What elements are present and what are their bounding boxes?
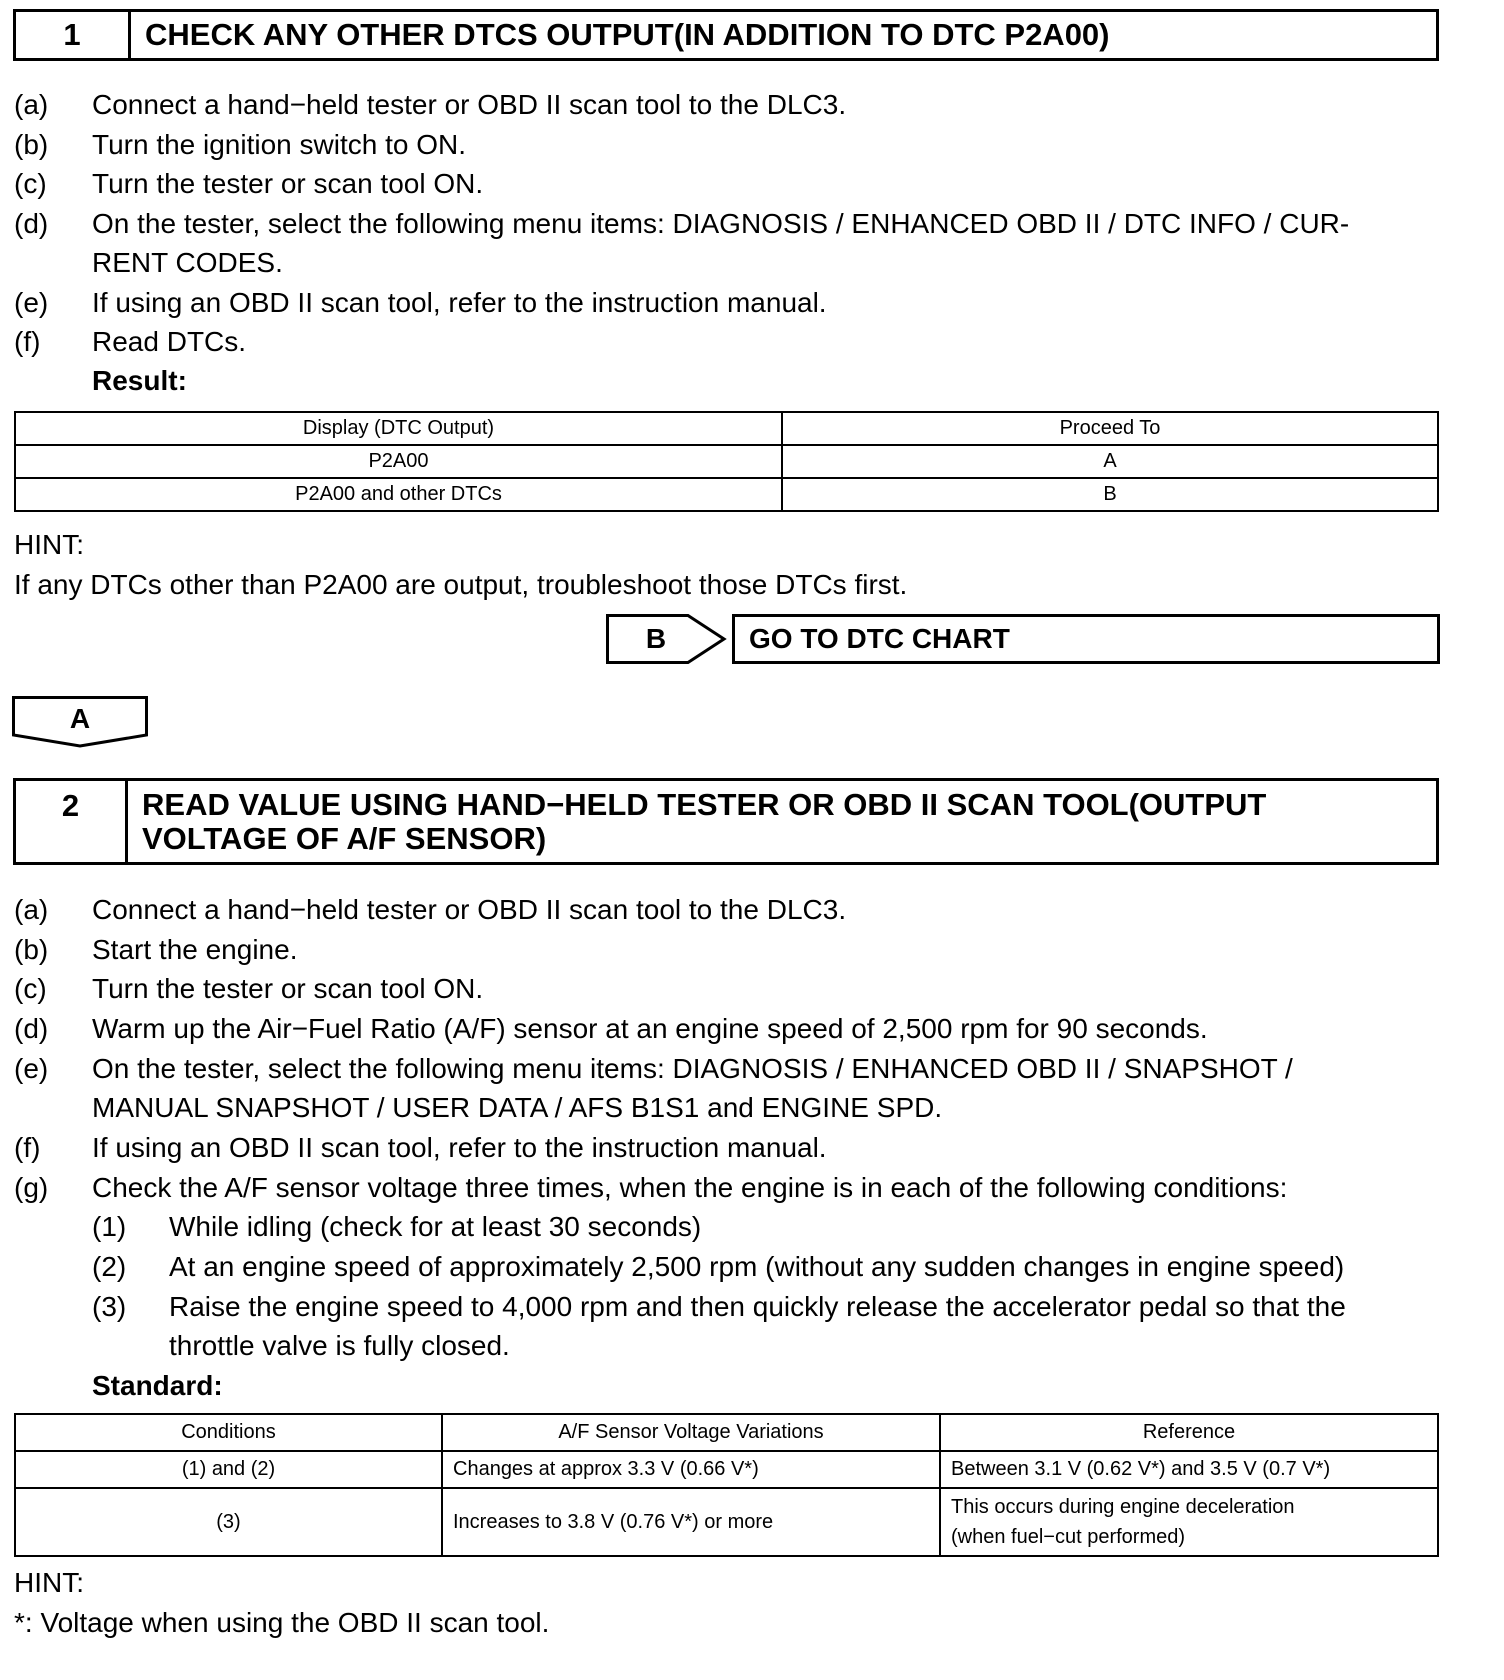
item-text: If using an OBD II scan tool, refer to the instruction manual. bbox=[92, 287, 827, 318]
item-label: (a) bbox=[14, 894, 49, 925]
table-cell: P2A00 and other DTCs bbox=[15, 478, 782, 511]
item-text: Read DTCs. bbox=[92, 326, 247, 357]
item-text: Turn the tester or scan tool ON. bbox=[92, 168, 484, 199]
item-text: Warm up the Air−Fuel Ratio (A/F) sensor at an engine speed of 2,500 rpm for 90 seconds. bbox=[92, 1013, 1208, 1044]
step-2-title bbox=[128, 781, 1266, 862]
item-text: If using an OBD II scan tool, refer to the instruction manual. bbox=[92, 1132, 827, 1163]
item-label: (e) bbox=[14, 1053, 49, 1084]
item-label: (g) bbox=[14, 1172, 49, 1203]
table-header-cell: A/F Sensor Voltage Variations bbox=[442, 1414, 940, 1451]
table-header-cell: Proceed To bbox=[782, 412, 1438, 445]
item-text: Start the engine. bbox=[92, 934, 298, 965]
hint-label: HINT: bbox=[14, 1567, 84, 1598]
goto-branch-b bbox=[606, 614, 1440, 664]
item-text: Check the A/F sensor voltage three times, when the engine is in each of the following conditions: bbox=[92, 1172, 1288, 1203]
table-header-row bbox=[15, 1414, 1438, 1451]
subitem-label: (2) bbox=[92, 1251, 127, 1282]
subitem-label: (3) bbox=[92, 1291, 127, 1322]
subitem-text: While idling (check for at least 30 seconds) bbox=[169, 1211, 702, 1242]
table-cell: B bbox=[782, 478, 1438, 511]
item-label: (a) bbox=[14, 89, 49, 120]
hint-label: HINT: bbox=[14, 529, 84, 560]
step-1-number: 1 bbox=[16, 12, 131, 58]
item-label: (f) bbox=[14, 1132, 41, 1163]
table-row bbox=[15, 478, 1438, 511]
subitem-text-continued: throttle valve is fully closed. bbox=[169, 1330, 510, 1361]
item-label: (b) bbox=[14, 129, 49, 160]
branch-a-arrow bbox=[12, 696, 148, 748]
item-label: (b) bbox=[14, 934, 49, 965]
subitem-text: At an engine speed of approximately 2,500 rpm (without any sudden changes in engine speed) bbox=[169, 1251, 1345, 1282]
table-header-cell: Conditions bbox=[15, 1414, 442, 1451]
branch-letter: B bbox=[645, 623, 667, 654]
table-cell: Changes at approx 3.3 V (0.66 V*) bbox=[442, 1451, 940, 1488]
table-row bbox=[15, 1488, 1438, 1556]
hint-text: *: Voltage when using the OBD II scan tool. bbox=[14, 1607, 550, 1638]
item-label: (e) bbox=[14, 287, 49, 318]
item-text: Connect a hand−held tester or OBD II scan tool to the DLC3. bbox=[92, 89, 847, 120]
table-cell: (1) and (2) bbox=[15, 1451, 442, 1488]
goto-dtc-chart: GO TO DTC CHART bbox=[732, 614, 1440, 664]
table-cell: Increases to 3.8 V (0.76 V*) or more bbox=[442, 1488, 940, 1556]
table-row bbox=[15, 1451, 1438, 1488]
subitem-label: (1) bbox=[92, 1211, 127, 1242]
item-label: (c) bbox=[14, 973, 47, 1004]
result-label: Result: bbox=[92, 365, 187, 396]
step-2-header bbox=[13, 778, 1439, 865]
subitem-text: Raise the engine speed to 4,000 rpm and then quickly release the accelerator pedal so that the bbox=[169, 1291, 1346, 1322]
table-header-cell: Reference bbox=[940, 1414, 1438, 1451]
table-cell-line-1: This occurs during engine deceleration bbox=[951, 1496, 1295, 1518]
item-label: (f) bbox=[14, 326, 41, 357]
step-1-header bbox=[13, 9, 1439, 61]
item-text-continued: MANUAL SNAPSHOT / USER DATA / AFS B1S1 and ENGINE SPD. bbox=[92, 1092, 943, 1123]
standard-table bbox=[14, 1413, 1439, 1557]
item-label: (d) bbox=[14, 1013, 49, 1044]
table-cell: Between 3.1 V (0.62 V*) and 3.5 V (0.7 V*) bbox=[940, 1451, 1438, 1488]
table-header-row bbox=[15, 412, 1438, 445]
item-label: (d) bbox=[14, 208, 49, 239]
result-table bbox=[14, 411, 1439, 512]
table-header-cell: Display (DTC Output) bbox=[15, 412, 782, 445]
table-cell: (3) bbox=[15, 1488, 442, 1556]
step-2-number: 2 bbox=[16, 781, 128, 862]
table-cell: A bbox=[782, 445, 1438, 478]
table-row bbox=[15, 445, 1438, 478]
item-text: On the tester, select the following menu items: DIAGNOSIS / ENHANCED OBD II / DTC INFO / CUR- bbox=[92, 208, 1350, 239]
item-text: Connect a hand−held tester or OBD II scan tool to the DLC3. bbox=[92, 894, 847, 925]
table-cell bbox=[940, 1488, 1438, 1556]
item-text: Turn the ignition switch to ON. bbox=[92, 129, 467, 160]
step-2-title-line-1: READ VALUE USING HAND−HELD TESTER OR OBD II SCAN TOOL(OUTPUT bbox=[142, 786, 1267, 822]
branch-letter: A bbox=[69, 703, 91, 734]
table-cell-line-2: (when fuel−cut performed) bbox=[951, 1526, 1186, 1548]
item-text-continued: RENT CODES. bbox=[92, 247, 283, 278]
standard-label: Standard: bbox=[92, 1370, 223, 1401]
item-text: On the tester, select the following menu items: DIAGNOSIS / ENHANCED OBD II / SNAPSHOT / bbox=[92, 1053, 1293, 1084]
step-2-title-line-2: VOLTAGE OF A/F SENSOR) bbox=[142, 820, 547, 856]
item-text: Turn the tester or scan tool ON. bbox=[92, 973, 484, 1004]
step-1-title: CHECK ANY OTHER DTCS OUTPUT(IN ADDITION TO DTC P2A00) bbox=[145, 17, 1110, 52]
hint-text: If any DTCs other than P2A00 are output, troubleshoot those DTCs first. bbox=[14, 569, 908, 600]
item-label: (c) bbox=[14, 168, 47, 199]
table-cell: P2A00 bbox=[15, 445, 782, 478]
